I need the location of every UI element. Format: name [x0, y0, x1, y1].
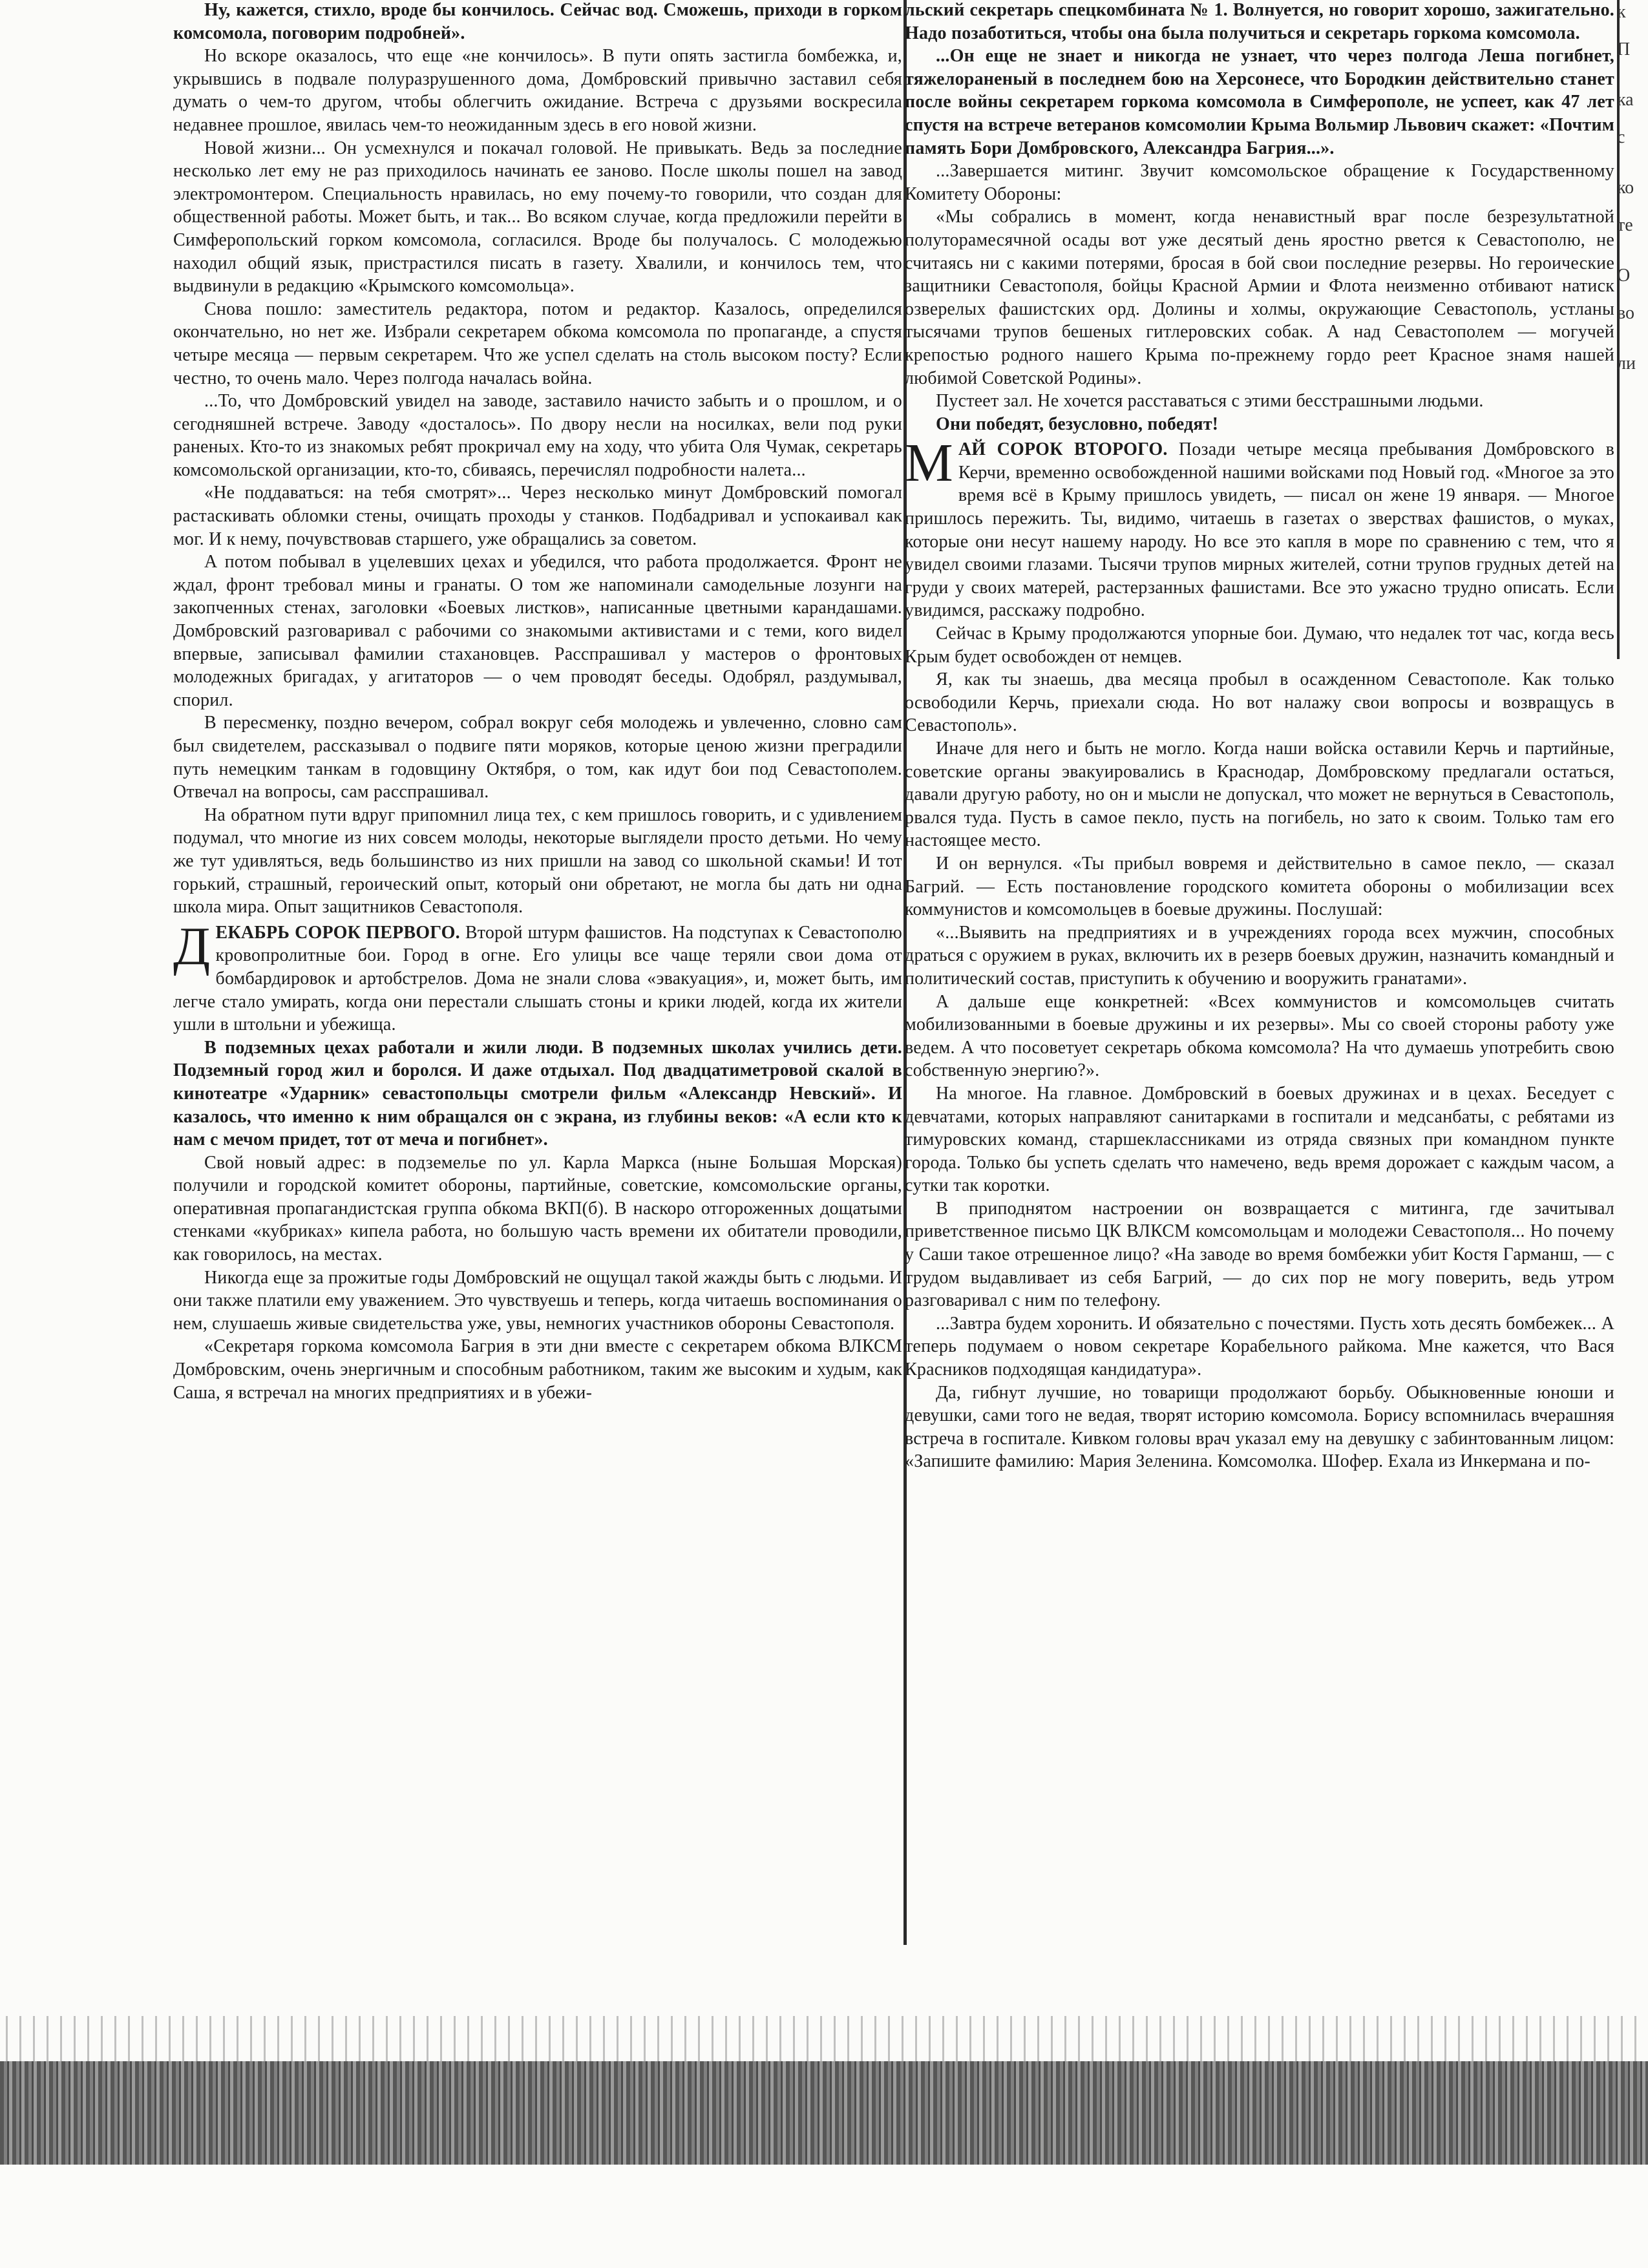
scan-noise [0, 2016, 1648, 2061]
cut-off-text-fragment: ли [1617, 353, 1636, 373]
section-opening-paragraph [905, 433, 1614, 622]
section-opening-paragraph [173, 916, 902, 1036]
paragraph: В пересменку, поздно вечером, собрал вокруг себя молодежь и увлеченно, словно сам был свидетелем, рассказывал о подвиге пяти моряков, которые ценою жизни преградили путь немецким танкам в годовщину Октября, о том, как идут бои под Севастополем. Отвечал на вопросы, сам расспрашивал. [173, 713, 902, 803]
cut-off-right-column [1617, 0, 1648, 711]
article-column-middle [905, 0, 1614, 1911]
paragraph: «...Выявить на предприятиях и в учреждениях города всех мужчин, способных драться с оружием в руках, включить их в резерв боевых дружин, назначить командный и политический состав, приступить к обучению и вооружить гранатами». [905, 922, 1614, 989]
paragraph: А потом побывал в уцелевших цехах и убедился, что работа продолжается. Фронт не ждал, фронт требовал мины и гранаты. О том же напоминали самодельные лозунги на закопченных стенах, заголовки «Боевых листков», написанные цветными карандашами. Домбровский разговаривал с рабочими со знакомыми активистами и с теми, кого видел впервые, записывал фамилии стахановцев. Расспрашивал у мастеров о фронтовых молодежных бригадах, у агитаторов — о чем проводят беседы. Одобрял, раздумывал, спорил. [173, 552, 902, 710]
paragraph: Я, как ты знаешь, два месяца пробыл в осажденном Севастополе. Как только освободили Керчь, приехали сюда. Но вот налажу свои вопросы и возвращусь в Севастополь». [905, 669, 1614, 736]
paragraph: Свой новый адрес: в подземелье по ул. Карла Маркса (ныне Большая Морская) получили и городской комитет обороны, партийные, советские, комсомольские органы, оперативная пропагандистская группа обкома ВКП(б). В наскоро отгороженных дощатыми стенками «кубриках» кипела работа, но большую часть времени их обитатели проводили, как говорилось, на местах. [173, 1152, 902, 1265]
section-heading: ЕКАБРЬ СОРОК ПЕРВОГО. [215, 922, 460, 943]
section-heading: АЙ СОРОК ВТОРОГО. [958, 439, 1168, 460]
drop-cap: М [905, 433, 953, 494]
paragraph: И он вернулся. «Ты прибыл вовремя и действительно в самое пекло, — сказал Багрий. — Есть постановление городского комитета обороны о мобилизации всех коммунистов и комсомольцев в боевые дружины. Послушай: [905, 853, 1614, 920]
paragraph: На многое. На главное. Домбровский в боевых дружинах и в цехах. Беседует с девчатами, которых направляют санитарками в госпитали и медсанбаты, с ребятами из тимуровских команд, старшеклассниками из отряда связных при командном пункте города. Только бы успеть сделать что намечено, ведь время дорожает с каждым часом, а сутки так коротки. [905, 1083, 1614, 1196]
scan-edge-shadow [0, 2061, 1648, 2165]
paragraph: Никогда еще за прожитые годы Домбровский не ощущал такой жажды быть с людьми. И они также платили ему уважением. Это чувствуешь и теперь, когда читаешь воспоминания о нем, слушаешь живые свидетельства уже, увы, немногих участников обороны Севастополя. [173, 1267, 902, 1334]
paragraph: Но вскоре оказалось, что еще «не кончилось». В пути опять застигла бомбежка, и, укрывшись в подвале полуразрушенного дома, Домбровский привычно заставил себя думать о чем-то другом, чтобы облегчить ожидание. Встреча с друзьями воскресила недавнее прошлое, явилась чем-то неожиданным здесь в его новой жизни. [173, 46, 902, 135]
paragraph: Новой жизни... Он усмехнулся и покачал головой. Не привыкать. Ведь за последние несколько лет ему не раз приходилось начинать ее заново. После школы пошел на завод электромонтером. Специальность нравилась, но ему почему-то говорили, что создан для общественной работы. Может быть, и так... Во всяком случае, когда предложили перейти в Симферопольский горком комсомола, согласился. Вроде бы получалось. С молодежью находил общий язык, пристрастился писать в газету. Хвалили, и кончилось тем, что выдвинули в редакцию «Крымского комсомольца». [173, 138, 902, 297]
paragraph-text: Второй штурм фашистов. На подступах к Севастополю кровопролитные бои. Город в огне. Его улицы все чаще теряли свои дома от бомбардировок и артобстрелов. Дома не знали слова «эвакуация», и, может быть, им легче стало умирать, когда они перестали слышать стоны и крики людей, когда их жители ушли в штольни и убежища. [173, 922, 902, 1035]
paragraph: ...Завершается митинг. Звучит комсомольское обращение к Государственному Комитету Обороны: [905, 161, 1614, 204]
cut-off-text-fragment: во [1617, 303, 1635, 323]
cut-off-text-fragment: те [1617, 215, 1633, 235]
article-column-left [173, 0, 902, 1911]
paragraph: Иначе для него и быть не могло. Когда наши войска оставили Керчь и партийные, советские органы эвакуировались в Краснодар, Домбровскому предлагали остаться, давали другую работу, но он и мысли не допускал, что может не вернуться в Севастополь, рвался туда. Пусть в самое пекло, пусть на погибель, но зато к своим. Только там его настоящее место. [905, 739, 1614, 851]
cut-off-text-fragment: к [1617, 2, 1626, 22]
paragraph: «Не поддаваться: на тебя смотрят»... Через несколько минут Домбровский помогал растаскивать обломки стены, очищать проходы у станков. Подбадривал и успокаивал как мог. И к нему, почувствовав старшего, уже обращались за советом. [173, 483, 902, 549]
paragraph: льский секретарь спецкомбината № 1. Волнуется, но говорит хорошо, зажигательно. Надо позаботиться, чтобы она была получиться и секретарь горкома комсомола. [905, 0, 1614, 43]
paragraph: На обратном пути вдруг припомнил лица тех, с кем пришлось говорить, и с удивлением подумал, что многие из них совсем молоды, некоторые выглядели просто детьми. Но чему же тут удивляться, ведь большинство из них пришли на завод со школьной скамьи! И тот горький, страшный, героический опыт, который они обретают, не могла бы дать ни одна школа мира. Опыт защитников Севастополя. [173, 804, 902, 918]
cut-off-text-fragment: с [1617, 127, 1625, 147]
cut-off-text-fragment: ка [1617, 90, 1634, 110]
paragraph: А дальше еще конкретней: «Всех коммунистов и комсомольцев считать мобилизованными в боевые дружины и их резервы». Мы со своей стороны работу уже ведем. А что посоветует секретарь обкома комсомола? На что думаешь употребить свою собственную энергию?». [905, 991, 1614, 1081]
paragraph: ...Он еще не знает и никогда не узнает, что через полгода Леша погибнет, тяжелораненый в последнем бою на Херсонесе, что Бородкин действительно станет после войны секретарем горкома комсомола в Симферополе, не успеет, как 47 лет спустя на встрече ветеранов комсомолии Крыма Вольмир Львович скажет: «Почтим память Бори Домбровского, Александра Багрия...». [905, 46, 1614, 158]
paragraph: Да, гибнут лучшие, но товарищи продолжают борьбу. Обыкновенные юноши и девушки, сами того не ведая, творят историю комсомола. Борису вспомнилась вчерашняя встреча в госпитале. Кивком головы врач указал ему на девушку с забинтованным лицом: «Запишите фамилию: Мария Зеленина. Комсомолка. Шофер. Ехала из Инкермана и по- [905, 1382, 1614, 1472]
paragraph-text: Позади четыре месяца пребывания Домбровского в Керчи, временно освобожденной нашими войсками под Новый год. «Многое за это время всё в Крыму пришлось увидеть, — писал он жене 19 января. — Многое пришлось пережить. Ты, видимо, читаешь в газетах о зверствах фашистов, о муках, которые они несут нашему народу. Но все это капля в море по сравнению с тем, что я увидел своими глазами. Тысячи трупов мирных жителей, сотни трупов грудных детей на груди у своих матерей, растерзанных фашистами. Все это ужасно трудно описать. Если увидимся, расскажу подробно. [905, 439, 1614, 621]
drop-cap: Д [173, 916, 211, 976]
paragraph: Сейчас в Крыму продолжаются упорные бои. Думаю, что недалек тот час, когда весь Крым будет освобожден от немцев. [905, 624, 1614, 667]
cut-off-text-fragment: П [1617, 39, 1631, 59]
paragraph: «Мы собрались в момент, когда ненавистный враг после безрезультатной полуторамесячной осады вот уже десятый день яростно рвется к Севастополю, не считаясь ни с какими потерями, бросая в бой свои последние резервы. Но героические защитники Севастополя, бойцы Красной Армии и Флота неизменно отбивают натиск озверелых фашистских орд. Долины и холмы, окружающие Севастополь, устланы тысячами трупов бешеных гитлеровских собак. А над Севастополем — могучей крепостью родного нашего Крыма по-прежнему гордо реет Красное знамя нашей любимой Советской Родины». [905, 207, 1614, 388]
paragraph: «Секретаря горкома комсомола Багрия в эти дни вместе с секретарем обкома ВЛКСМ Домбровским, очень энергичным и способным работником, таким же высоким и худым, как Саша, я встречал на многих предприятиях и в убежи- [173, 1336, 902, 1403]
paragraph: ...То, что Домбровский увидел на заводе, заставило начисто забыть и о прошлом, и о сегодняшней встрече. Заводу «досталось». По двору несли на носилках, вели под руки раненых. Кто-то из знакомых ребят прокричал ему на ходу, что убита Оля Чумак, секретарь комсомольской организации, кто-то, сбиваясь, перечислял подробности налета... [173, 391, 902, 480]
paragraph: В приподнятом настроении он возвращается с митинга, где зачитывал приветственное письмо ЦК ВЛКСМ комсомольцам и молодежи Севастополя... Но почему у Саши такое отрешенное лицо? «На заводе во время бомбежки убит Костя Гарманш, — с трудом выдавливает из себя Багрий, — до сих пор не могу поверить, ведь утром разговаривал с ним по телефону. [905, 1198, 1614, 1311]
paragraph: Снова пошло: заместитель редактора, потом и редактор. Казалось, определился окончательно, но нет же. Избрали секретарем обкома комсомола по пропаганде, а спустя четыре месяца — первым секретарем. Что же успел сделать на столь высоком посту? Если честно, то очень мало. Через полгода началась война. [173, 299, 902, 388]
paragraph: ...Завтра будем хоронить. И обязательно с почестями. Пусть хоть десять бомбежек... А теперь подумаем о новом секретаре Корабельного райкома. Мне кажется, что Вася Красников подходящая кандидатура». [905, 1313, 1614, 1380]
cut-off-text-fragment: О [1617, 266, 1631, 286]
paragraph: Пустеет зал. Не хочется расставаться с этими бесстрашными людьми. [936, 391, 1484, 412]
cut-off-text-fragment: ко [1617, 178, 1634, 198]
paragraph: Они победят, безусловно, победят! [936, 414, 1219, 434]
paragraph: В подземных цехах работали и жили люди. В подземных школах учились дети. Подземный город жил и боролся. И даже отдыхал. Под двадцатиметровой скалой в кинотеатре «Ударник» севастопольцы смотрели фильм «Александр Невский». И казалось, что именно к ним обращался он с экрана, из глубины веков: «А если кто к нам с мечом придет, тот от меча и погибнет». [173, 1037, 902, 1150]
paragraph: Ну, кажется, стихло, вроде бы кончилось. Сейчас вод. Сможешь, приходи в горком комсомола, поговорим подробней». [173, 0, 902, 43]
